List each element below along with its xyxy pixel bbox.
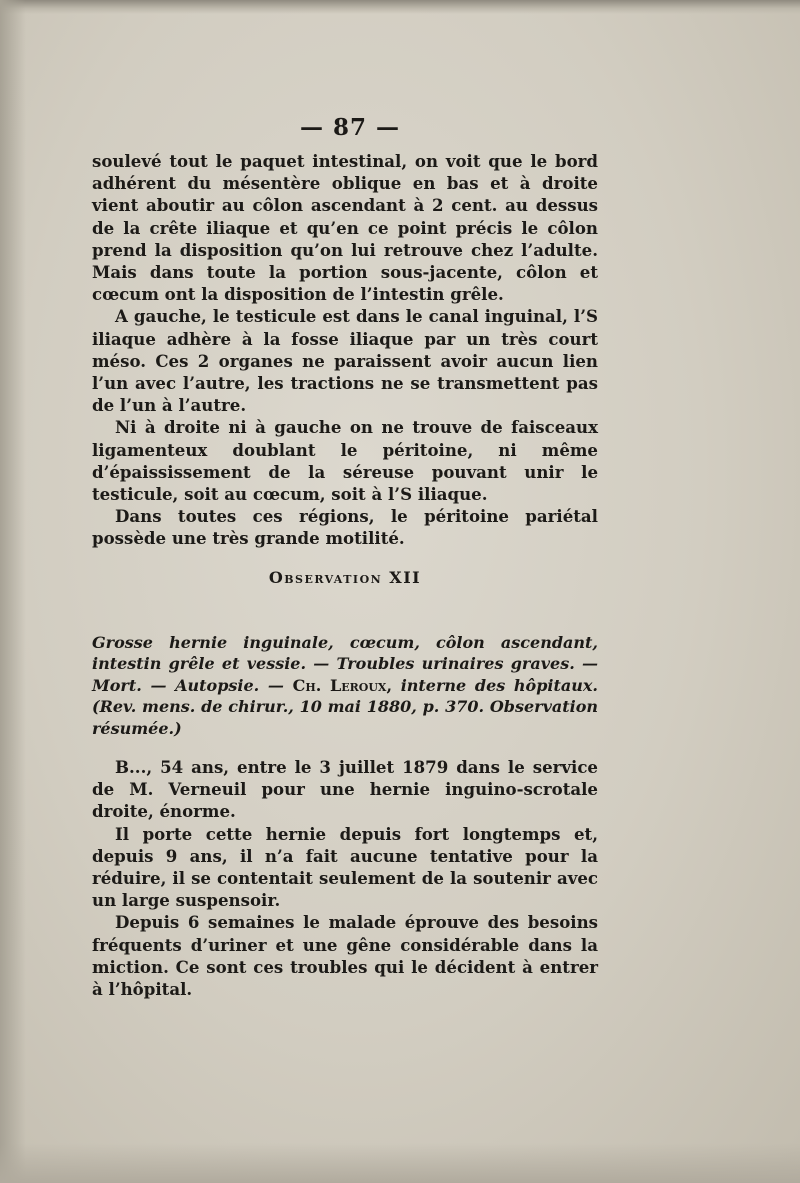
page-edge-shadow-top [0,0,800,14]
summary-source: interne des hôpitaux. (Rev. mens. de chirur., 10 mai 1880, p. 370. Observation résumée.) [92,675,598,738]
main-text [92,150,598,550]
paragraph: Il porte cette hernie depuis fort longtemps et, depuis 9 ans, il n’a fait aucune tentative pour la réduire, il se contentait seulement de la soutenir avec un large suspensoir. [92,823,598,911]
page-edge-shadow-bottom [0,1143,800,1183]
page-edge-shadow-left [0,0,26,1183]
page-number: — 87 — [299,114,401,141]
observation-heading: Observation XII [268,568,422,587]
paragraph: Dans toutes ces régions, le péritoine pariétal possède une très grande motilité. [92,506,598,549]
paragraph: B..., 54 ans, entre le 3 juillet 1879 dans le service de M. Verneuil pour une hernie inguino-scrotale droite, énorme. [92,757,598,822]
case-text [92,756,598,1000]
paragraph-continued: soulevé tout le paquet intestinal, on voit que le bord adhérent du mésentère oblique en bas et à droite vient aboutir au côlon ascendant à 2 cent. au dessus de la crête iliaque et qu’en ce point précis le côlon prend la disposition qu’on lui retrouve chez l’adulte. Mais dans toute la portion sous-jacente, côlon et cœcum ont la disposition de l’intestin grêle. [92,151,598,305]
paragraph: Depuis 6 semaines le malade éprouve des besoins fréquents d’uriner et une gêne considérable dans la miction. Ce sont ces troubles qui le décident à entrer à l’hôpital. [92,912,598,1000]
paragraph: A gauche, le testicule est dans le canal inguinal, l’S iliaque adhère à la fosse iliaque par un très court méso. Ces 2 organes ne paraissent avoir aucun lien l’un avec l’autre, les tractions ne se transmettent pas de l’un à l’autre. [92,306,598,416]
summary-author: Ch. Leroux, [292,675,393,695]
paragraph: Ni à droite ni à gauche on ne trouve de faisceaux ligamenteux doublant le péritoine, ni même d’épaississement de la séreuse pouvant unir le testicule, soit au cœcum, soit à l’S iliaque. [92,417,598,505]
summary-italic: Grosse hernie inguinale, cœcum, côlon ascendant, intestin grêle et vessie. — Troubles urinaires graves. — Mort. — Autopsie. — [92,633,598,695]
observation-summary [92,632,598,739]
